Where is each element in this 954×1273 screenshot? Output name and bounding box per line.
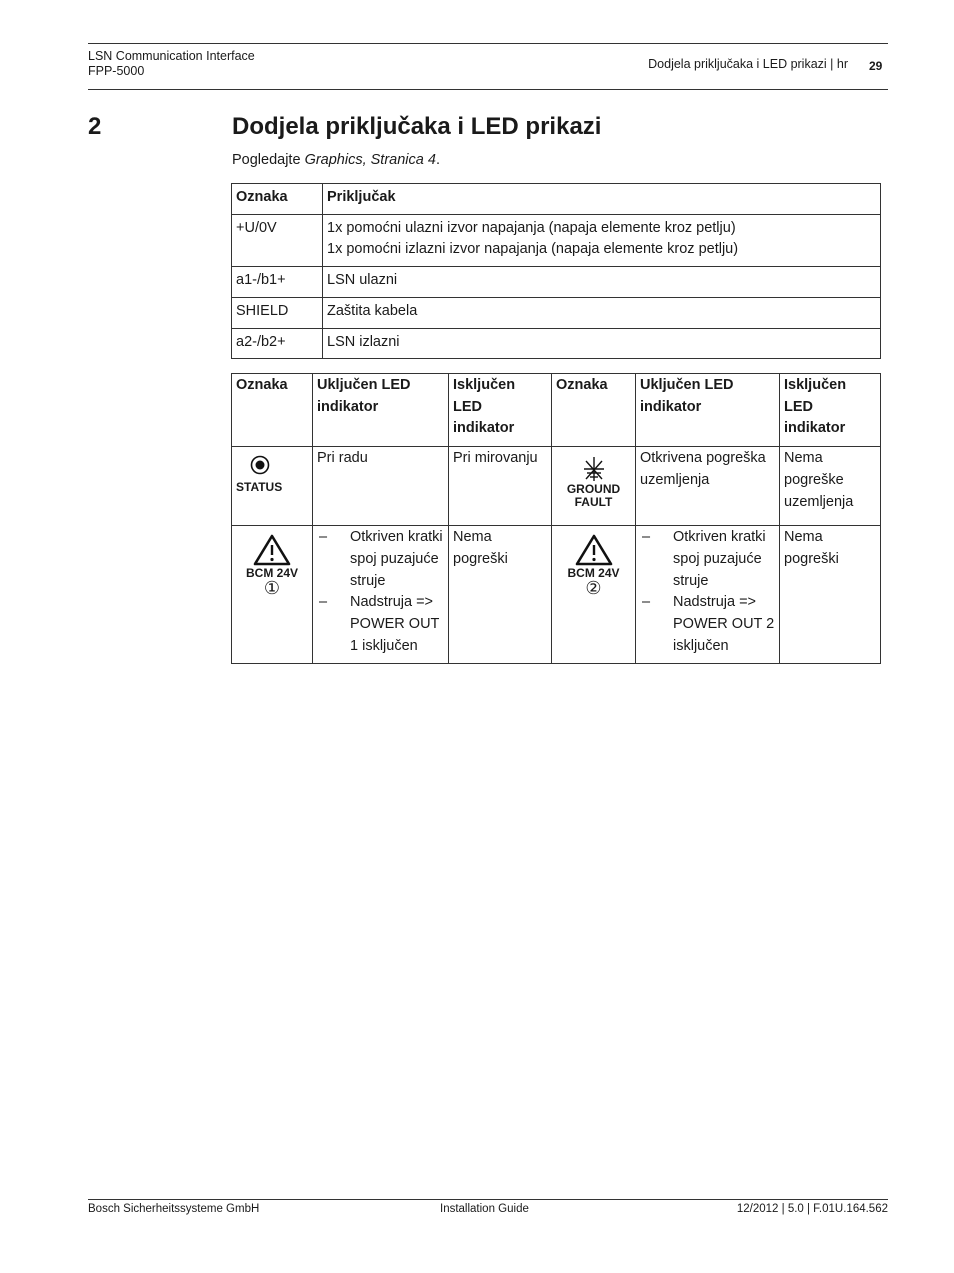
chapter-number: 2 (88, 113, 102, 140)
col-header-led-off: Isključen LED indikator (449, 374, 552, 447)
ground-fault-label-line2: FAULT (574, 495, 613, 510)
terminal-description: LSN izlazni (323, 328, 881, 359)
led-off-cell: Nema pogreški (449, 526, 552, 664)
table-header-row (232, 184, 881, 215)
header-section: Dodjela priključaka i LED prikazi | hr (648, 57, 848, 71)
ground-fault-icon-cell (552, 447, 636, 526)
terminal-label: a2-/b2+ (232, 328, 323, 359)
terminal-label: +U/0V (232, 214, 323, 266)
description-line: 1x pomoćni izlazni izvor napajanja (napaja elemente kroz petlju) (327, 241, 739, 258)
footer-doc-type: Installation Guide (440, 1203, 529, 1215)
list-item: – Nadstruja => POWER OUT 2 isključen (640, 592, 775, 657)
col-header-led-on-2: Uključen LED indikator (636, 374, 780, 447)
header-top-rule (88, 43, 888, 44)
header-bottom-rule (88, 89, 888, 90)
led-off-cell: Pri mirovanju (449, 447, 552, 526)
col-header-oznaka: Oznaka (232, 184, 323, 215)
led-off-cell: Nema pogreške uzemljenja (780, 447, 881, 526)
status-label: STATUS (236, 480, 283, 495)
header-doc-subtitle: FPP-5000 (88, 64, 145, 78)
intro-prefix: Pogledajte (232, 152, 305, 168)
bcm-2-number: ② (585, 578, 602, 600)
table-row (232, 267, 881, 298)
col-header-prikljucak: Priključak (323, 184, 881, 215)
table-row (232, 297, 881, 328)
led-on-cell: Otkrivena pogreška uzemljenja (636, 447, 780, 526)
table-header-row (232, 374, 881, 447)
led-on-cell (636, 526, 780, 664)
warning-triangle-icon (252, 533, 292, 567)
list-item: – Nadstruja => POWER OUT 1 isključen (317, 592, 444, 657)
bcm-1-icon-cell (232, 526, 313, 664)
bcm-1-label: BCM 24V (245, 566, 298, 581)
table-row (232, 214, 881, 266)
intro-text (232, 152, 440, 168)
led-on-list (640, 527, 775, 657)
warning-triangle-icon (574, 533, 614, 567)
terminal-description: Zaštita kabela (323, 297, 881, 328)
chapter-title: Dodjela priključaka i LED prikazi (232, 113, 602, 140)
list-item: – Otkriven kratki spoj puzajuće struje (640, 527, 775, 592)
footer-version: 12/2012 | 5.0 | F.01U.164.562 (736, 1203, 888, 1215)
terminal-label: SHIELD (232, 297, 323, 328)
led-off-cell: Nema pogreški (780, 526, 881, 664)
terminal-description: LSN ulazni (323, 267, 881, 298)
footer-rule (88, 1199, 888, 1200)
terminal-assignment-table (231, 183, 881, 359)
intro-reference-link[interactable]: Graphics, Stranica 4 (304, 152, 436, 168)
page-number: 29 (869, 59, 883, 73)
terminal-description (323, 214, 881, 266)
bcm-2-label: BCM 24V (567, 566, 620, 581)
terminal-label: a1-/b1+ (232, 267, 323, 298)
bcm-1-number: ① (263, 578, 281, 600)
header-doc-title: LSN Communication Interface (88, 49, 255, 63)
header-doc-info (88, 49, 255, 79)
led-on-cell (313, 526, 449, 664)
footer-company: Bosch Sicherheitssysteme GmbH (88, 1203, 260, 1215)
ground-fault-label-line1: GROUND (566, 482, 621, 497)
col-header-oznaka-2: Oznaka (552, 374, 636, 447)
led-on-cell: Pri radu (313, 447, 449, 526)
table-row (232, 328, 881, 359)
col-header-led-on: Uključen LED indikator (313, 374, 449, 447)
bcm-2-icon-cell (552, 526, 636, 664)
status-icon-cell (232, 447, 313, 526)
intro-suffix: . (435, 152, 440, 168)
table-row (232, 526, 881, 664)
col-header-oznaka: Oznaka (232, 374, 313, 447)
led-on-list (317, 527, 444, 657)
description-line: 1x pomoćni ulazni izvor napajanja (napaja elemente kroz petlju) (327, 219, 736, 236)
status-led-icon (236, 453, 292, 477)
col-header-led-off-2: Isključen LED indikator (780, 374, 881, 447)
led-indicator-table (231, 373, 881, 664)
list-item: – Otkriven kratki spoj puzajuće struje (317, 527, 444, 592)
table-row (232, 447, 881, 526)
ground-fault-icon (574, 455, 614, 483)
